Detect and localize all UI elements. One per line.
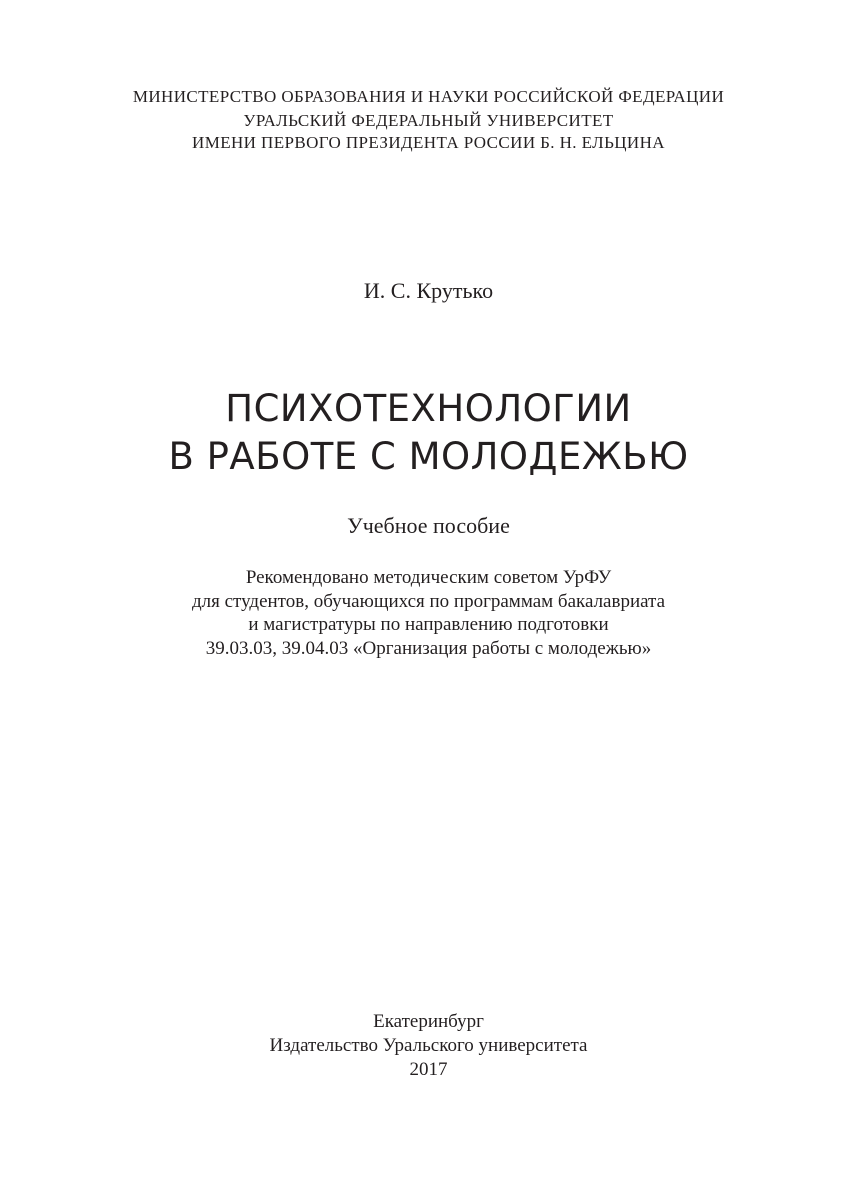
book-subtitle-block bbox=[0, 512, 857, 540]
imprint-publisher: Издательство Уральского университета bbox=[269, 1035, 588, 1056]
book-title-line2: В РАБОТЕ С МОЛОДЕЖЬЮ bbox=[168, 435, 689, 478]
imprint-year: 2017 bbox=[409, 1059, 448, 1080]
recommendation-note bbox=[0, 566, 857, 660]
author-name: И. С. Крутько bbox=[363, 278, 494, 303]
recommendation-line3: и магистратуры по направлению подготовки bbox=[248, 614, 609, 635]
author-block bbox=[0, 278, 857, 304]
institution-header bbox=[0, 86, 857, 154]
book-subtitle: Учебное пособие bbox=[347, 513, 510, 538]
recommendation-line4: 39.03.03, 39.04.03 «Организация работы с молодежью» bbox=[205, 637, 652, 659]
recommendation-line2: для студентов, обучающихся по программам бакалавриата bbox=[191, 590, 666, 612]
recommendation-line1: Рекомендовано методическим советом УрФУ bbox=[245, 567, 612, 588]
publisher-imprint bbox=[0, 1010, 857, 1082]
book-title-line1: ПСИХОТЕХНОЛОГИИ bbox=[225, 387, 632, 430]
university-name-line1: УРАЛЬСКИЙ ФЕДЕРАЛЬНЫЙ УНИВЕРСИТЕТ bbox=[243, 111, 614, 130]
imprint-city: Екатеринбург bbox=[373, 1011, 484, 1032]
ministry-name: МИНИСТЕРСТВО ОБРАЗОВАНИЯ И НАУКИ РОССИЙСКОЙ ФЕДЕРАЦИИ bbox=[132, 87, 725, 106]
university-name-line2: ИМЕНИ ПЕРВОГО ПРЕЗИДЕНТА РОССИИ Б. Н. ЕЛЬЦИНА bbox=[192, 133, 665, 152]
book-title bbox=[0, 385, 857, 481]
